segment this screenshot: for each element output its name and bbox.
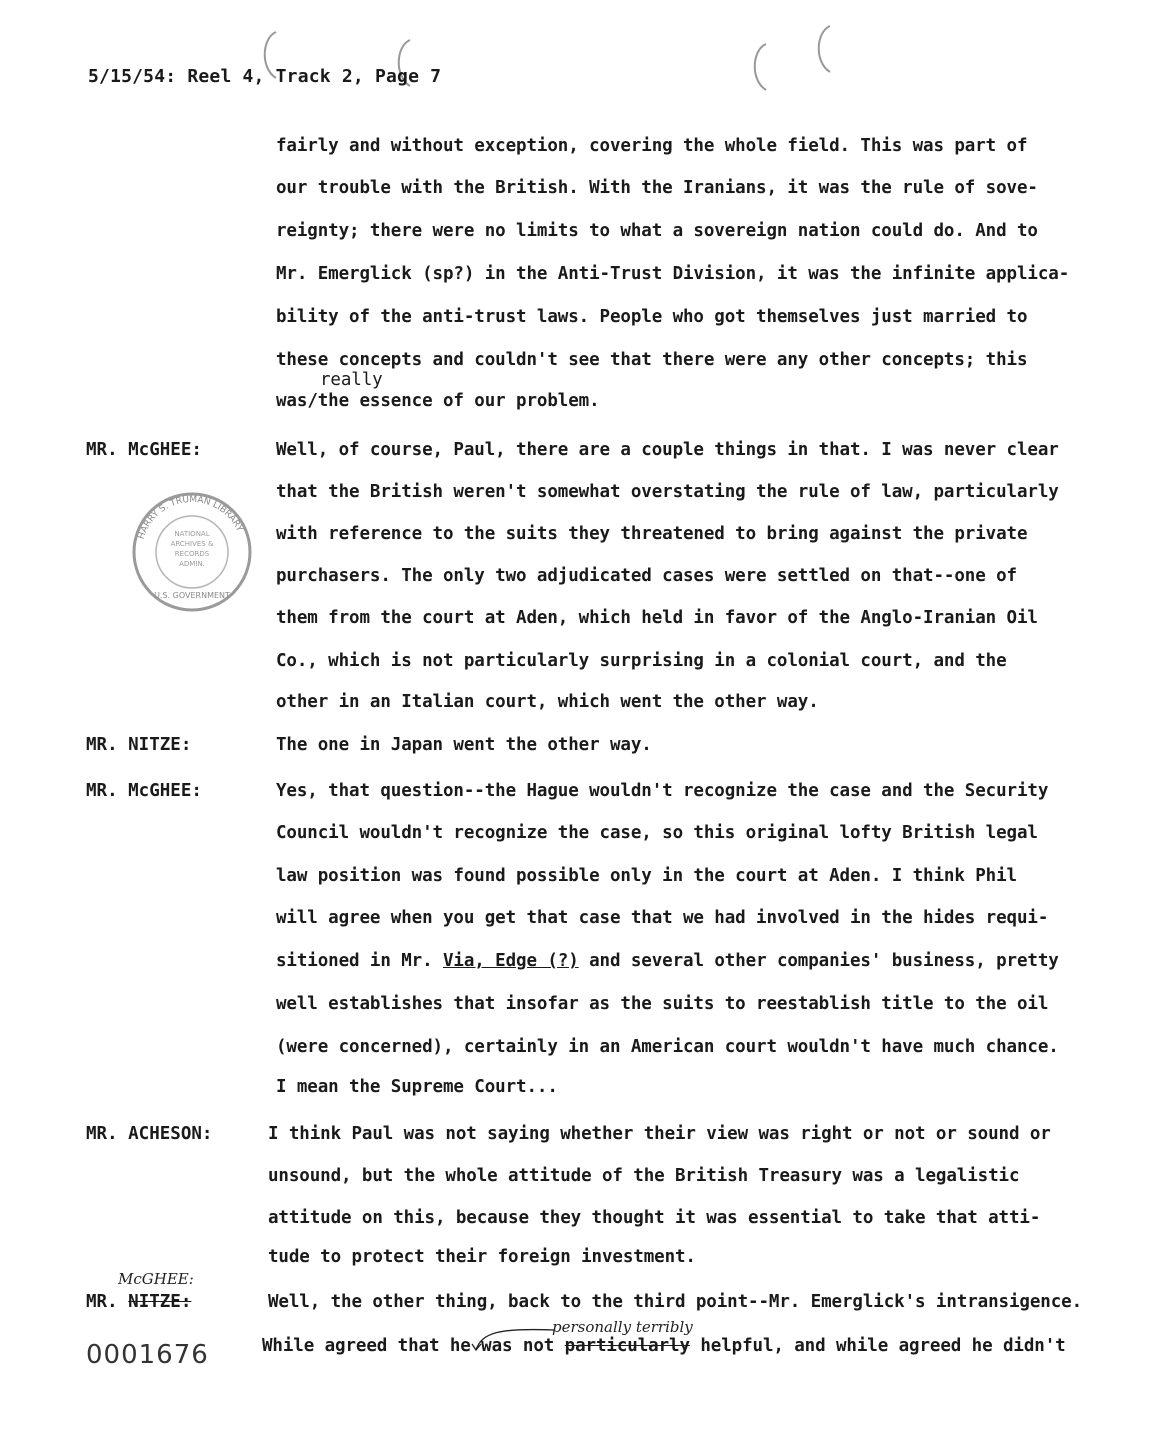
text-fragment: was: [276, 391, 308, 411]
insertion-caret: /: [307, 391, 318, 411]
stamp-text: U.S. GOVERNMENT: [154, 591, 230, 600]
struck-speaker-name: NITZE:: [128, 1292, 192, 1312]
text-line: I think Paul was not saying whether their view was right or not or sound or: [268, 1124, 1051, 1144]
speaker-label: MR. ACHESON:: [86, 1124, 213, 1144]
text-line: [276, 951, 1059, 971]
text-line: other in an Italian court, which went the other way.: [276, 692, 819, 712]
text-line: tude to protect their foreign investment.: [268, 1247, 696, 1267]
text-line: our trouble with the British. With the Iranians, it was the rule of sove-: [276, 178, 1038, 198]
archive-stamp: [128, 490, 256, 614]
speaker-label: MR. NITZE:: [86, 735, 192, 755]
text-line: Yes, that question--the Hague wouldn't recognize the case and the Security: [276, 781, 1049, 801]
text-line: with reference to the suits they threatened to bring against the private: [276, 524, 1028, 544]
text-line: Council wouldn't recognize the case, so this original lofty British legal: [276, 823, 1038, 843]
text-line: reignty; there were no limits to what a sovereign nation could do. And to: [276, 221, 1038, 241]
speaker-label-corrected: [86, 1292, 191, 1312]
text-line: [262, 1336, 1066, 1356]
text-line: law position was found possible only in the court at Aden. I think Phil: [276, 866, 1017, 886]
text-line: Co., which is not particularly surprising in a colonial court, and the: [276, 651, 1007, 671]
text-fragment: sitioned in Mr.: [276, 951, 443, 971]
text-line: Well, of course, Paul, there are a couple things in that. I was never clear: [276, 440, 1059, 460]
text-line: will agree when you get that case that we had involved in the hides requi-: [276, 908, 1049, 928]
text-line: Mr. Emerglick (sp?) in the Anti-Trust Division, it was the infinite applica-: [276, 264, 1070, 284]
text-line: [276, 391, 600, 411]
text-line: The one in Japan went the other way.: [276, 735, 652, 755]
text-fragment: While agreed that he was not: [262, 1336, 565, 1356]
stamp-text: ARCHIVES &: [170, 540, 214, 548]
struck-word: particularly: [564, 1336, 690, 1356]
stamp-text: RECORDS: [174, 550, 210, 558]
speaker-label: MR. McGHEE:: [86, 440, 202, 460]
text-line: Well, the other thing, back to the third point--Mr. Emerglick's intransigence.: [268, 1292, 1082, 1312]
text-line: them from the court at Aden, which held in favor of the Anglo-Iranian Oil: [276, 608, 1038, 628]
text-line: purchasers. The only two adjudicated cases were settled on that--one of: [276, 566, 1017, 586]
stamp-text: NATIONAL: [174, 530, 210, 538]
binder-hole-mark: [744, 40, 774, 94]
text-line: I mean the Supreme Court...: [276, 1077, 558, 1097]
text-line: (were concerned), certainly in an American court wouldn't have much chance.: [276, 1037, 1059, 1057]
document-number: 0001676: [86, 1340, 209, 1370]
typed-insertion: really: [320, 370, 383, 390]
text-line: that the British weren't somewhat overstating the rule of law, particularly: [276, 482, 1059, 502]
speaker-label: MR. McGHEE:: [86, 781, 202, 801]
handwritten-correction: McGHEE:: [118, 1270, 194, 1288]
text-line: bility of the anti-trust laws. People who got themselves just married to: [276, 307, 1028, 327]
binder-hole-mark: [808, 22, 838, 76]
text-fragment: the essence of our problem.: [317, 391, 600, 411]
stamp-text: ADMIN.: [179, 560, 205, 568]
text-line: these concepts and couldn't see that there were any other concepts; this: [276, 350, 1028, 370]
speaker-prefix: MR.: [86, 1292, 118, 1312]
text-line: well establishes that insofar as the suits to reestablish title to the oil: [276, 994, 1049, 1014]
text-line: fairly and without exception, covering the whole field. This was part of: [276, 136, 1028, 156]
text-line: attitude on this, because they thought it was essential to take that atti-: [268, 1208, 1041, 1228]
text-fragment: helpful, and while agreed he didn't: [689, 1336, 1066, 1356]
handwritten-insertion: personally terribly: [552, 1318, 693, 1336]
underlined-text: Via, Edge (?): [442, 951, 579, 971]
text-fragment: and several other companies' business, pretty: [578, 951, 1059, 971]
stamp-text: HARRY S. TRUMAN LIBRARY: [136, 494, 245, 541]
page-header: 5/15/54: Reel 4, Track 2, Page 7: [88, 66, 442, 87]
text-line: unsound, but the whole attitude of the British Treasury was a legalistic: [268, 1166, 1020, 1186]
